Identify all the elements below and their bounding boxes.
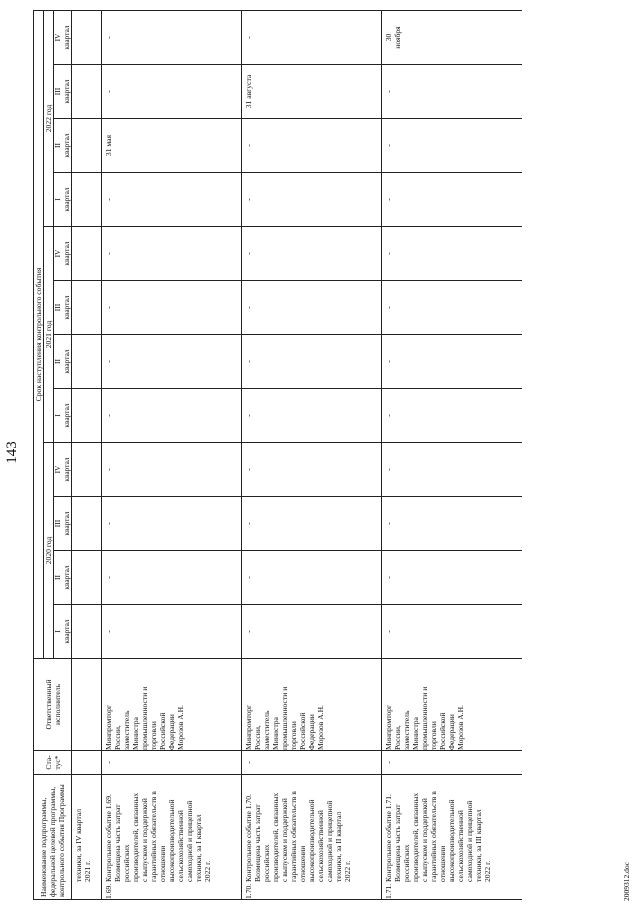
responsible-cell: [72, 659, 102, 751]
deadline-cell: [72, 551, 102, 605]
deadline-cell: -: [382, 281, 522, 335]
deadline-cell: -: [382, 65, 522, 119]
deadline-cell: -: [102, 389, 242, 443]
status-cell: [72, 751, 102, 775]
deadline-cell: [72, 389, 102, 443]
header-quarter: II квартал: [54, 335, 72, 389]
status-cell: -: [102, 751, 242, 775]
table-row: [102, 11, 242, 900]
deadline-cell: -: [382, 335, 522, 389]
event-name-cell: [102, 775, 242, 900]
deadline-cell: [72, 65, 102, 119]
header-quarter: III квартал: [54, 65, 72, 119]
deadline-cell: -: [242, 389, 382, 443]
status-cell: -: [382, 751, 522, 775]
deadline-cell: -: [242, 173, 382, 227]
deadline-cell: -: [242, 281, 382, 335]
header-quarter: II квартал: [54, 551, 72, 605]
deadline-cell: [72, 11, 102, 65]
deadline-cell: -: [382, 551, 522, 605]
row-number: 1.71.: [384, 883, 393, 899]
header-year-2021: 2021 год: [44, 227, 54, 443]
event-name: Контрольное событие 1.69. Возмещена часть затрат российских производителей, связанных с выпуском и поддержкой гарантийных обязательств в отношении высокопроизводительной сельскохозяйственной самоходной и прицепной техники, за I квартал 2022 г.: [104, 791, 212, 882]
deadline-cell: 30 ноября: [382, 11, 522, 65]
header-quarter: III квартал: [54, 281, 72, 335]
deadline-cell: -: [242, 443, 382, 497]
row-number: 1.70.: [244, 883, 253, 899]
deadline-cell: -: [382, 173, 522, 227]
deadline-cell: -: [242, 119, 382, 173]
event-name-cell: [72, 775, 102, 900]
header-name: Наименование подпрограммы, федеральной целевой программы, контрольного события Программы: [34, 775, 72, 900]
header-year-2020: 2020 год: [44, 443, 54, 659]
deadline-cell: -: [242, 11, 382, 65]
deadline-cell: -: [242, 227, 382, 281]
page-number: 143: [4, 441, 20, 464]
deadline-cell: -: [382, 119, 522, 173]
control-events-table: [33, 10, 522, 900]
footer-file-code: 2009312.doc: [622, 862, 631, 901]
deadline-cell: [72, 119, 102, 173]
table-row: [72, 11, 102, 900]
deadline-cell: -: [102, 227, 242, 281]
event-name: Контрольное событие 1.70. Возмещена часть затрат российских производителей, связанных с выпуском и поддержкой гарантийных обязательств в отношении высокопроизводительной сельскохозяйственной самоходной и прицепной техники, за II квартал 2022 г.: [244, 791, 352, 882]
deadline-cell: -: [242, 335, 382, 389]
header-status: Ста- тус*: [34, 751, 72, 775]
event-name: Контрольное событие 1.71. Возмещена часть затрат российских производителей, связанных с выпуском и поддержкой гарантийных обязательств в отношении высокопроизводительной сельскохозяйственной самоходной и прицепной техники, за III квартал 2022 г.: [384, 791, 492, 882]
table-row: [382, 11, 522, 900]
header-quarter: IV квартал: [54, 443, 72, 497]
responsible-cell: Минпромторг России, заместитель Министра промышленности и торговли Российской Федерации Морозов А.Н.: [382, 659, 522, 751]
deadline-cell: [72, 281, 102, 335]
deadline-cell: -: [242, 605, 382, 659]
deadline-cell: -: [242, 551, 382, 605]
deadline-cell: -: [382, 497, 522, 551]
header-quarter: IV квартал: [54, 11, 72, 65]
deadline-cell: -: [102, 335, 242, 389]
event-name: техники, за IV квартал 2021 г.: [74, 809, 92, 882]
header-quarter: III квартал: [54, 497, 72, 551]
deadline-cell: -: [382, 389, 522, 443]
deadline-cell: -: [102, 173, 242, 227]
deadline-cell: -: [102, 497, 242, 551]
header-quarter: I квартал: [54, 605, 72, 659]
header-quarter: II квартал: [54, 119, 72, 173]
deadline-cell: -: [102, 443, 242, 497]
deadline-cell: [72, 497, 102, 551]
header-quarter: I квартал: [54, 389, 72, 443]
header-deadline: Срок наступления контрольного события: [34, 11, 44, 659]
header-responsible: Ответственный исполнитель: [34, 659, 72, 751]
event-name-cell: [382, 775, 522, 900]
deadline-cell: [72, 443, 102, 497]
deadline-cell: -: [102, 11, 242, 65]
responsible-cell: Минпромторг России, заместитель Министра промышленности и торговли Российской Федерации Морозов А.Н.: [102, 659, 242, 751]
deadline-cell: -: [102, 65, 242, 119]
deadline-cell: 31 августа: [242, 65, 382, 119]
deadline-cell: -: [382, 443, 522, 497]
status-cell: -: [242, 751, 382, 775]
header-quarter: I квартал: [54, 173, 72, 227]
deadline-cell: -: [102, 281, 242, 335]
deadline-cell: -: [382, 605, 522, 659]
deadline-cell: [72, 227, 102, 281]
deadline-cell: -: [102, 605, 242, 659]
deadline-cell: [72, 605, 102, 659]
deadline-cell: 31 мая: [102, 119, 242, 173]
responsible-cell: Минпромторг России, заместитель Министра промышленности и торговли Российской Федерации Морозов А.Н.: [242, 659, 382, 751]
deadline-cell: -: [242, 497, 382, 551]
deadline-cell: -: [102, 551, 242, 605]
row-number: 1.69.: [104, 883, 113, 899]
event-name-cell: [242, 775, 382, 900]
header-quarter: IV квартал: [54, 227, 72, 281]
deadline-cell: [72, 335, 102, 389]
table-row: [242, 11, 382, 900]
header-year-2022: 2022 год: [44, 11, 54, 227]
deadline-cell: [72, 173, 102, 227]
deadline-cell: -: [382, 227, 522, 281]
